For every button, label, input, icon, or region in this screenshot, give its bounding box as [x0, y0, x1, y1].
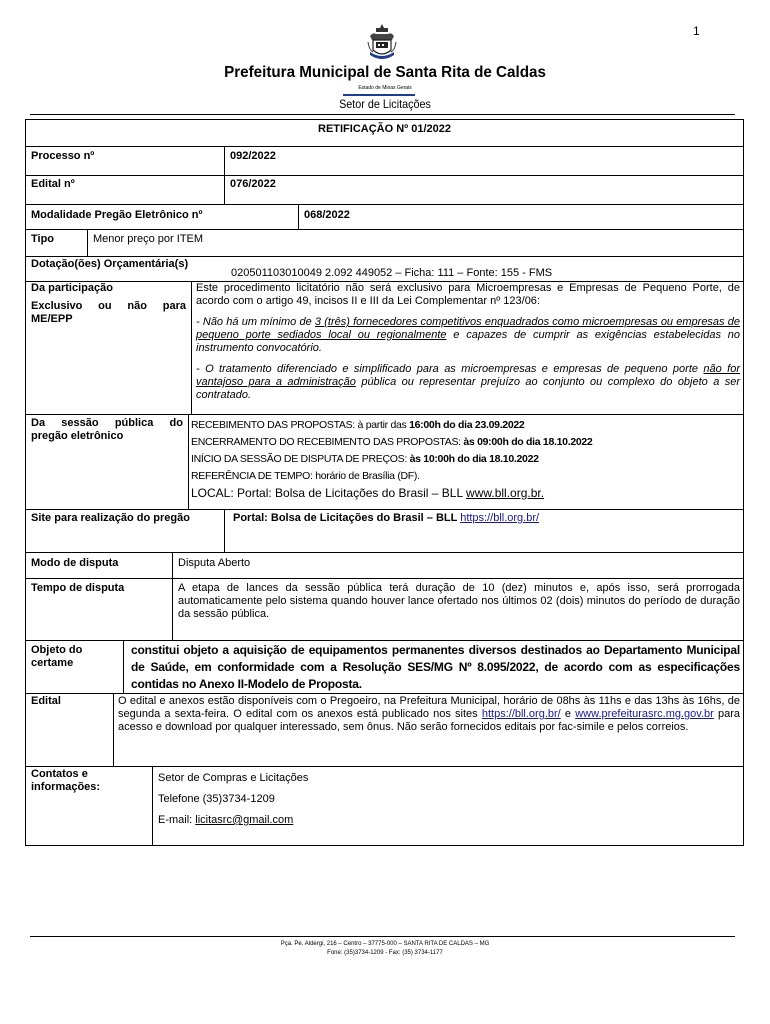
row-site [26, 510, 743, 553]
header-subtitle: Estado de Minas Gerais [358, 85, 412, 91]
site-label: Site para realização do pregão [31, 512, 190, 524]
retificacao-title: RETIFICAÇÃO Nº 01/2022 [318, 123, 451, 135]
row-processo [26, 147, 743, 176]
participacao-label: Da participação [31, 282, 113, 294]
sessao-local: LOCAL: Portal: Bolsa de Licitações do Brasil – BLL www.bll.org.br. [191, 486, 545, 500]
header-sector: Setor de Licitações [339, 97, 431, 111]
prefeitura-site-link[interactable]: www.prefeiturasrc.mg.gov.br [575, 708, 714, 720]
row-participacao [26, 282, 743, 415]
municipal-crest-icon [367, 22, 397, 64]
row-sessao [26, 415, 743, 510]
sessao-recebimento: RECEBIMENTO DAS PROPOSTAS: à partir das 16:00h do dia 23.09.2022 [191, 419, 525, 431]
row-objeto [26, 641, 743, 694]
participacao-exclusivo-label: Exclusivo ou não para ME/EPP [31, 300, 186, 325]
modalidade-label: Modalidade Pregão Eletrônico nº [31, 209, 203, 221]
dotacao-value: 020501103010049 2.092 449052 – Ficha: 111 – Fonte: 155 - FMS [231, 267, 553, 279]
sessao-inicio: INÍCIO DA SESSÃO DE DISPUTA DE PREÇOS: às 10:00h do dia 18.10.2022 [191, 453, 539, 465]
participacao-paragraph-1: Este procedimento licitatório não será exclusivo para Microempresas e Empresas de Pequeno Porte, de acordo com o artigo 49, incisos II e III da Lei Complementar nº 123/06: [196, 282, 740, 307]
row-dotacao [26, 257, 743, 282]
edital-label: Edital [31, 695, 61, 707]
participacao-paragraph-2: - Não há um mínimo de 3 (três) fornecedores competitivos enquadrados como microempresas ou empresas de pequeno porte sediados local ou regionalmente e capazes de cumprir as exigências estabelecidas no instrumento convocatório. [196, 316, 740, 354]
sessao-referencia: REFERÊNCIA DE TEMPO: horário de Brasília (DF). [191, 470, 420, 482]
email-link[interactable]: licitasrc@gmail.com [195, 814, 294, 826]
row-edital [26, 694, 743, 767]
tipo-value: Menor preço por ITEM [93, 233, 204, 245]
tempo-value: A etapa de lances da sessão pública terá duração de 10 (dez) minutos e, após isso, será prorrogada automaticamente pelo sistema quando houver lance ofertado nos últimos 02 (dois) minutos do período de duração da sessão pública. [178, 582, 740, 620]
header-divider [30, 114, 735, 115]
sessao-encerramento: ENCERRAMENTO DO RECEBIMENTO DAS PROPOSTAS: às 09:00h do dia 18.10.2022 [191, 436, 593, 448]
contatos-text-cell [153, 767, 743, 845]
page-number: 1 [693, 24, 700, 38]
header-title: Prefeitura Municipal de Santa Rita de Caldas [224, 64, 546, 81]
row-contatos [26, 767, 743, 845]
bll-edital-link[interactable]: https://bll.org.br/ [481, 708, 561, 720]
tipo-label: Tipo [31, 233, 55, 245]
participacao-paragraph-3: - O tratamento diferenciado e simplificado para as microempresas e empresas de pequeno porte não for vantajoso para a administração pública ou representar prejuízo ao conjunto ou complexo do objeto a ser contratado. [196, 363, 741, 401]
edital-numero-label: Edital nº [31, 178, 75, 190]
objeto-value: constitui objeto a aquisição de equipamentos permanentes diversos destinados ao Departamento Municipal de Saúde, em conformidade com a Resolução SES/MG Nº 8.095/2022, de acordo com as especificações contidas no Anexo II-Modelo de Proposta. [131, 643, 740, 691]
header-decoration-line [343, 94, 415, 96]
modalidade-value: 068/2022 [304, 209, 350, 221]
footer-address: Pça. Pe. Aldergi, 216 – Centro – 37775-000 – SANTA RITA DE CALDAS – MG [280, 941, 490, 947]
bll-portal-link[interactable]: https://bll.org.br/ [460, 512, 540, 524]
edital-numero-value: 076/2022 [230, 178, 276, 190]
edital-text: O edital e anexos estão disponíveis com o Pregoeiro, na Prefeitura Municipal, horário de 08hs às 11hs e das 13hs às 16hs, de segunda a sexta-feira. O edital com os anexos está publicado nos sites https://bll.org.br/ e www.prefeiturasrc.mg.gov.br para acesso e download por qualquer interessado, sem ônus. Não serão fornecidos editais por fac-simile e pelos correios. [118, 695, 740, 733]
sessao-label: Da sessão pública do pregão eletrônico [31, 417, 183, 442]
contatos-email: E-mail: licitasrc@gmail.com [158, 814, 294, 826]
row-modalidade [26, 205, 743, 230]
bll-site-link[interactable]: www.bll.org.br. [466, 486, 545, 500]
row-edital-numero [26, 176, 743, 205]
contatos-label: Contatos e informações: [31, 768, 101, 793]
row-tempo [26, 579, 743, 641]
modo-label: Modo de disputa [31, 557, 119, 569]
sessao-text-cell [189, 415, 743, 509]
footer-phone: Fone: (35)3734-1209 - Fax: (35) 3734-1177 [327, 950, 443, 956]
processo-label: Processo nº [31, 150, 95, 162]
contatos-setor: Setor de Compras e Licitações [158, 772, 309, 784]
site-value: Portal: Bolsa de Licitações do Brasil – BLL https://bll.org.br/ [233, 512, 540, 524]
participacao-text-cell [192, 282, 743, 414]
notice-table [25, 119, 744, 846]
tempo-label: Tempo de disputa [31, 582, 125, 594]
objeto-label: Objeto do certame [31, 644, 83, 669]
modo-value: Disputa Aberto [178, 557, 251, 569]
contatos-telefone: Telefone (35)3734-1209 [158, 793, 275, 805]
dotacao-label: Dotação(ões) Orçamentária(s) [31, 258, 189, 270]
footer-divider [30, 936, 735, 937]
processo-value: 092/2022 [230, 150, 276, 162]
row-tipo [26, 230, 743, 257]
row-modo [26, 553, 743, 579]
row-retificacao [26, 120, 743, 147]
participacao-label-cell [26, 282, 191, 414]
